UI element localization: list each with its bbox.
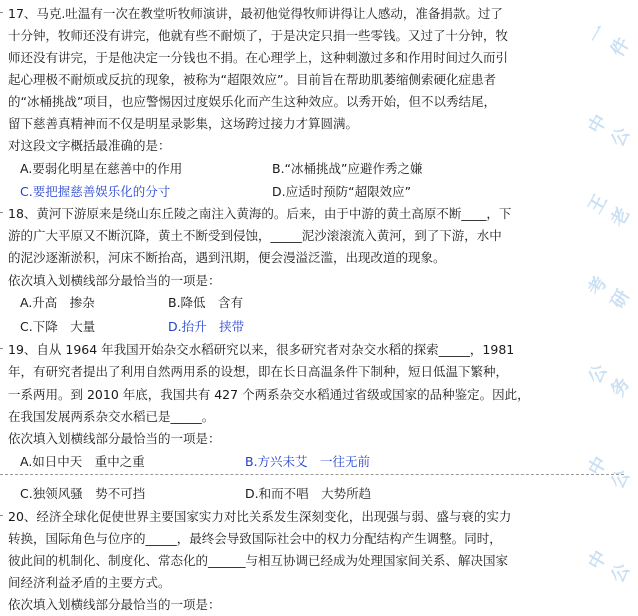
q17-line-6: 留下慈善真精神而不仅是明星录影集，这场跨过接力才算圆满。 — [8, 116, 359, 131]
q18-option-d-answer: D.抬升 挟带 — [168, 319, 245, 334]
watermark-text: 考研 — [584, 273, 635, 313]
q19-line-4: 在我国发展两系杂交水稻已是_____。 — [8, 409, 215, 424]
q17-option-c-answer: C.要把握慈善娱乐化的分寸 — [20, 184, 171, 199]
q18-option-c: C.下降 大量 — [20, 319, 96, 334]
q19-line-1: 19、自从 1964 年我国开始杂交水稻研究以来，很多研究者对杂交水稻的探索_____，1981 — [8, 342, 515, 357]
watermark-text: 公务 — [584, 361, 635, 401]
margin-tick — [0, 348, 3, 349]
q18-line-2: 游的广大平原又不断沉降，黄土不断受到侵蚀，_____泥沙滚滚流入黄河，到了下游，水中 — [8, 228, 502, 243]
page-break-divider — [0, 474, 624, 475]
q17-line-3: 师还没有讲完，于是他决定一分钱也不捐。在心理学上，这种刺激过多和作用时间过久而引 — [8, 50, 509, 65]
q18-line-3: 的泥沙逐渐淤积，河床不断抬高，遇到汛期，便会漫溢泛滥，出现改道的现象。 — [8, 250, 446, 265]
q17-option-a: A.要弱化明星在慈善中的作用 — [20, 161, 183, 176]
watermark-text: 中公 — [584, 111, 635, 151]
q18-option-a: A.升高 掺杂 — [20, 295, 95, 310]
q17-option-b: B.“冰桶挑战”应避作秀之嫌 — [272, 161, 423, 176]
q18-prompt: 依次填入划横线部分最恰当的一项是： — [8, 273, 221, 288]
q18-line-1: 18、黄河下游原来是绕山东丘陵之南注入黄海的。后来，由于中游的黄土高原不断____，下 — [8, 206, 512, 221]
watermark-text: 中公 — [584, 453, 635, 493]
q18-option-b: B.降低 含有 — [168, 295, 244, 310]
q17-line-5: 的“冰桶挑战”项目，也应警惕因过度娱乐化而产生这种效应。以秀开始，但不以秀结尾， — [8, 94, 496, 109]
q20-prompt: 依次填入划横线部分最恰当的一项是： — [8, 597, 221, 612]
margin-tick — [0, 212, 3, 213]
watermark-text: 中公 — [584, 547, 635, 587]
watermark-text: 一件 — [584, 21, 635, 61]
q19-prompt: 依次填入划横线部分最恰当的一项是： — [8, 431, 221, 446]
q19-line-3: 一系两用。到 2010 年底，我国共有 427 个两系杂交水稻通过省级或国家的品种鉴定。因此， — [8, 387, 530, 402]
q20-line-1: 20、经济全球化促使世界主要国家实力对比关系发生深刻变化，出现强与弱、盛与衰的实力 — [8, 509, 512, 524]
q20-line-2: 转换，国际角色与位序的_____，最终会导致国际社会中的权力分配结构产生调整。同时， — [8, 531, 502, 546]
q17-line-4: 起心理极不耐烦或反抗的现象，被称为“超限效应”。目前旨在帮助肌萎缩侧索硬化症患者 — [8, 72, 496, 87]
q17-prompt: 对这段文字概括最准确的是： — [8, 138, 171, 153]
q19-option-c: C.独领风骚 势不可挡 — [20, 486, 146, 501]
q19-option-a: A.如日中天 重中之重 — [20, 454, 145, 469]
margin-tick — [0, 12, 3, 13]
q19-option-b-answer: B.方兴未艾 一往无前 — [245, 454, 371, 469]
q17-line-1: 17、马克.吐温有一次在教堂听牧师演讲，最初他觉得牧师讲得让人感动，准备捐款。过了 — [8, 6, 503, 21]
q19-line-2: 年，有研究者提出了利用自然两用系的设想，即在长日高温条件下制种，短日低温下繁种， — [8, 364, 509, 379]
q20-line-4: 间经济利益矛盾的主要方式。 — [8, 575, 171, 590]
q17-option-d: D.应适时预防“超限效应” — [272, 184, 412, 199]
watermark-text: 王老 — [584, 191, 635, 231]
margin-tick — [0, 515, 3, 516]
q17-line-2: 十分钟，牧师还没有讲完，他就有些不耐烦了，于是决定只捐一些零钱。又过了十分钟，牧 — [8, 28, 509, 43]
q19-option-d: D.和而不唱 大势所趋 — [245, 486, 372, 501]
q20-line-3: 彼此间的机制化、制度化、常态化的______与相互协调已经成为处理国家间关系、解决国家 — [8, 553, 509, 568]
